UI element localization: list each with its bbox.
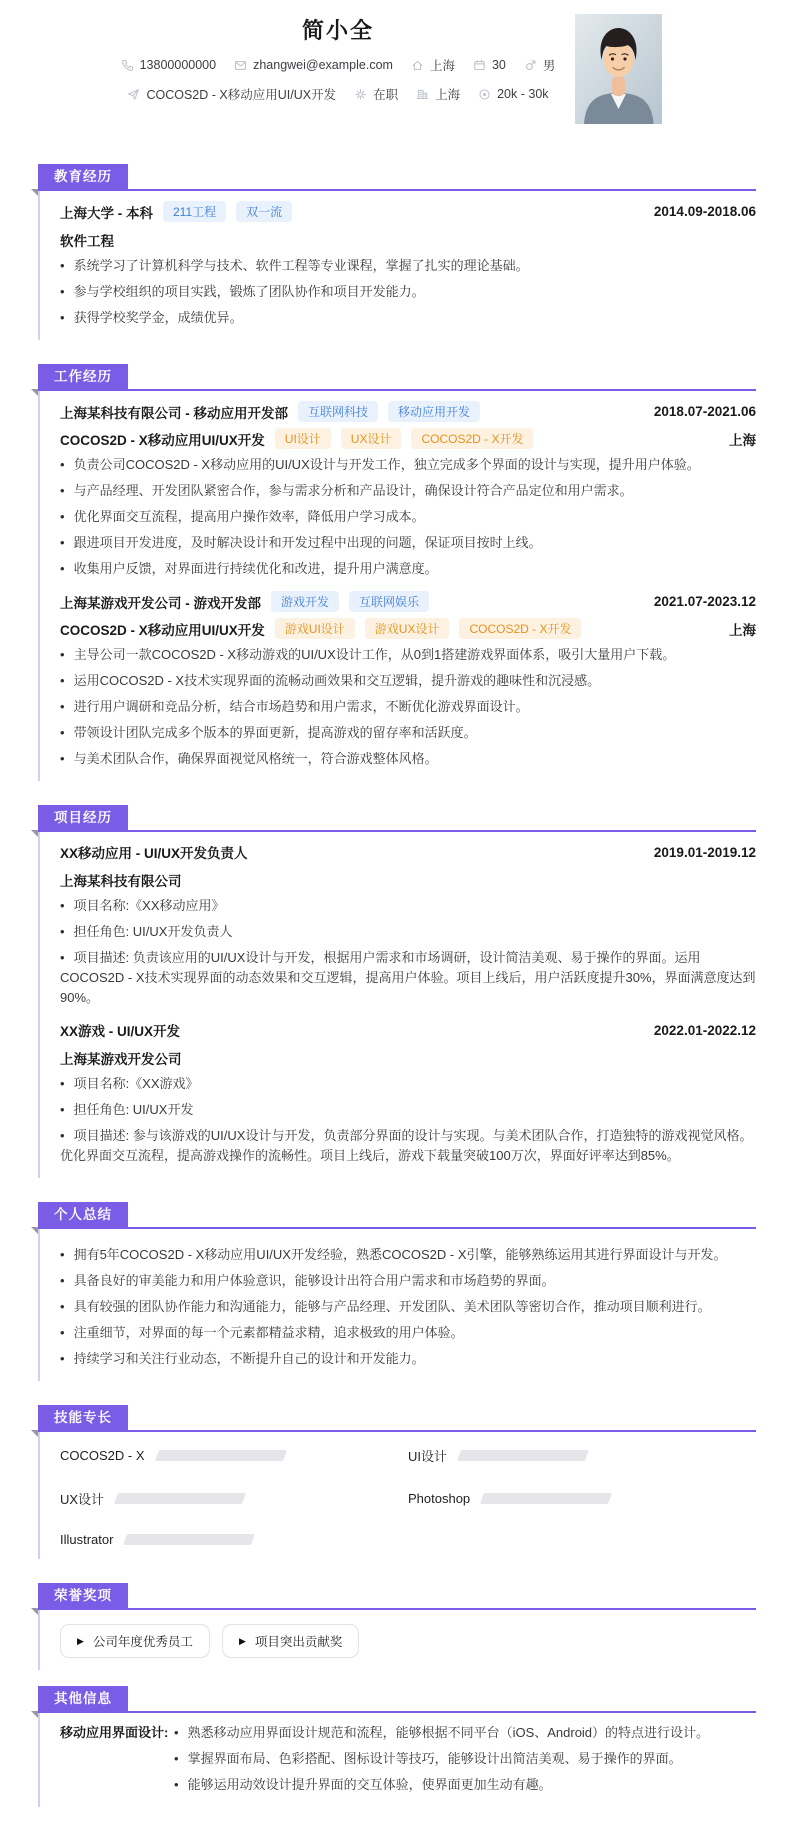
bullet-dot: •: [60, 1299, 65, 1314]
section-title-badge: 个人总结: [38, 1202, 128, 1227]
skill-item: [408, 1446, 756, 1465]
award-chip: [222, 1624, 359, 1658]
expected-salary: [478, 87, 548, 101]
contact-age: [473, 58, 506, 72]
skill-item: [60, 1489, 408, 1508]
bullet-dot: •: [60, 1076, 65, 1091]
bullet-dot: •: [60, 950, 65, 965]
skill-bar: [155, 1450, 287, 1461]
education-entry-header: [60, 201, 756, 222]
work-entry-1: [60, 401, 756, 579]
section-summary-body: [38, 1229, 756, 1381]
school-name: 上海大学 - 本科: [60, 205, 153, 221]
section-other-body: [38, 1713, 756, 1807]
company-name: 上海某科技有限公司 - 移动应用开发部: [60, 405, 288, 421]
job-status-text: 在职: [373, 88, 399, 102]
bullet-dot: •: [174, 1751, 179, 1766]
section-title-badge: 工作经历: [38, 364, 128, 389]
project-entry-2: [60, 1020, 756, 1166]
award-label: 公司年度优秀员工: [92, 1635, 193, 1649]
skill-bar: [123, 1534, 255, 1545]
major-name: 软件工程: [60, 234, 114, 249]
position-name: COCOS2D - X移动应用UI/UX开发: [60, 432, 265, 448]
phone-text: 13800000000: [139, 58, 217, 72]
position-tag: COCOS2D - X开发: [459, 618, 581, 639]
skill-label: UI设计: [408, 1449, 448, 1464]
project-bullets: [60, 1074, 756, 1166]
other-info-label: 移动应用界面设计:: [60, 1725, 169, 1740]
bullet-item: • 项目描述: 负责该应用的UI/UX设计与开发，根据用户需求和市场调研，设计简洁美观、易于操作的界面。运用COCOS2D - X技术实现界面的动态效果和交互逻辑，提高用户体验。项目上线后，用户活跃度提升30%，界面满意度达到90%。: [60, 950, 756, 1005]
company-tag: 互联网娱乐: [349, 591, 429, 612]
bullet-item: • 具有较强的团队协作能力和沟通能力，能够与产品经理、开发团队、美术团队等密切合作，推动项目顺利进行。: [60, 1299, 711, 1314]
bullet-dot: •: [60, 1247, 65, 1262]
award-chip: [60, 1624, 210, 1658]
section-awards-body: [38, 1610, 756, 1670]
bullet-item: • 能够运用动效设计提升界面的交互体验，使界面更加生动有趣。: [174, 1777, 552, 1792]
bullet-dot: •: [60, 1128, 65, 1143]
bullet-dot: •: [60, 509, 65, 524]
education-date: 2014.09-2018.06: [653, 204, 756, 219]
bullet-dot: •: [174, 1777, 179, 1792]
calendar-icon: [473, 59, 486, 72]
work-date: 2018.07-2021.06: [653, 404, 756, 419]
section-skills-body: [38, 1432, 756, 1559]
bullet-item: • 担任角色: UI/UX开发负责人: [60, 924, 233, 939]
section-education: [38, 166, 756, 340]
bullet-dot: •: [60, 284, 65, 299]
project-date: 2019.01-2019.12: [653, 844, 756, 860]
bullet-dot: •: [174, 1725, 179, 1740]
section-skills-header: [38, 1407, 756, 1432]
bullet-dot: •: [60, 535, 65, 550]
position-tag: 游戏UX设计: [365, 618, 450, 639]
bullet-item: • 系统学习了计算机科学与技术、软件工程等专业课程，掌握了扎实的理论基础。: [60, 258, 529, 273]
male-icon: [524, 59, 537, 72]
section-title-badge: 项目经历: [38, 805, 128, 830]
bullet-item: • 运用COCOS2D - X技术实现界面的流畅动画效果和交互逻辑，提升游戏的趣味性和沉浸感。: [60, 673, 601, 688]
section-awards-header: [38, 1585, 756, 1610]
bullet-item: • 与产品经理、开发团队紧密合作，参与需求分析和产品设计，确保设计符合产品定位和用户需求。: [60, 483, 633, 498]
bullet-dot: •: [60, 647, 65, 662]
bullet-item: • 与美术团队合作，确保界面视觉风格统一，符合游戏整体风格。: [60, 751, 438, 766]
company-tag: 游戏开发: [271, 591, 339, 612]
work-location: 上海: [729, 622, 756, 638]
work-company-row: [60, 591, 756, 612]
project-company: 上海某游戏开发公司: [60, 1052, 182, 1067]
section-education-header: [38, 166, 756, 191]
salary-text: 20k - 30k: [497, 87, 549, 101]
section-work: [38, 366, 756, 781]
bullet-dot: •: [60, 1273, 65, 1288]
position-tag: UI设计: [275, 428, 331, 449]
section-summary-header: [38, 1204, 756, 1229]
bullet-dot: •: [60, 1351, 65, 1366]
ribbon-fold: [31, 830, 38, 837]
section-projects-header: [38, 807, 756, 832]
bullet-item: • 项目名称:《XX游戏》: [60, 1076, 199, 1091]
building-icon: [416, 88, 429, 101]
bullet-item: • 持续学习和关注行业动态，不断提升自己的设计和开发能力。: [60, 1351, 425, 1366]
skill-item: [60, 1446, 408, 1465]
ribbon-fold: [31, 389, 38, 396]
section-awards: [38, 1585, 756, 1670]
candidate-name: 简小全: [301, 18, 374, 43]
bullet-item: • 参与学校组织的项目实践，锻炼了团队协作和项目开发能力。: [60, 284, 425, 299]
work-entry-2: [60, 591, 756, 769]
profile-photo-image: [575, 14, 662, 124]
work-location: 上海: [729, 432, 756, 448]
section-title-badge: 其他信息: [38, 1686, 128, 1711]
project-company: 上海某科技有限公司: [60, 874, 182, 889]
bullet-dot: •: [60, 258, 65, 273]
other-info-row: [60, 1723, 756, 1795]
bullet-item: • 优化界面交互流程，提高用户操作效率，降低用户学习成本。: [60, 509, 425, 524]
play-icon: ▶: [238, 1635, 246, 1646]
ribbon-fold: [31, 189, 38, 196]
target-position-text: COCOS2D - X移动应用UI/UX开发: [146, 88, 337, 102]
bullet-item: • 项目描述: 参与该游戏的UI/UX设计与开发，负责部分界面的设计与实现。与美术团队合作，打造独特的游戏视觉风格。优化界面交互流程，提高游戏操作的流畅性。项目上线后，游戏下载量突破100万次，界面好评率达到85%。: [60, 1128, 753, 1163]
ribbon-fold: [31, 1430, 38, 1437]
phone-icon: [121, 59, 134, 72]
home-icon: [411, 59, 424, 72]
project-title-row: [60, 1020, 756, 1040]
skill-label: UX设计: [60, 1492, 105, 1507]
contact-row-2: [38, 85, 638, 103]
section-education-body: [38, 191, 756, 340]
position-tag: 游戏UI设计: [275, 618, 355, 639]
work-bullets: [60, 455, 756, 579]
other-info-bullets: [174, 1723, 756, 1795]
mail-icon: [234, 59, 247, 72]
bullet-dot: •: [60, 310, 65, 325]
contact-phone: [121, 58, 216, 72]
paper-plane-icon: [127, 88, 140, 101]
section-work-body: [38, 391, 756, 781]
bullet-item: • 项目名称:《XX移动应用》: [60, 898, 225, 913]
skill-bar: [480, 1493, 612, 1504]
award-label: 项目突出贡献奖: [254, 1635, 343, 1649]
email-text: zhangwei@example.com: [253, 58, 393, 72]
contact-gender: [524, 56, 556, 74]
bullet-dot: •: [60, 1325, 65, 1340]
section-summary: [38, 1204, 756, 1381]
project-name: XX游戏 - UI/UX开发: [60, 1024, 181, 1039]
section-other-header: [38, 1688, 756, 1713]
section-projects: [38, 807, 756, 1178]
contact-city: [411, 56, 455, 74]
skill-label: Illustrator: [60, 1532, 114, 1547]
bullet-item: • 主导公司一款COCOS2D - X移动游戏的UI/UX设计工作，从0到1搭建游戏界面体系，吸引大量用户下载。: [60, 647, 676, 662]
section-projects-body: [38, 832, 756, 1178]
project-title-row: [60, 842, 756, 862]
target-icon: [478, 88, 491, 101]
award-chips: [60, 1620, 756, 1658]
work-position-row: [60, 618, 756, 639]
bullet-item: • 获得学校奖学金，成绩优异。: [60, 310, 243, 325]
company-tag: 移动应用开发: [388, 401, 480, 422]
position-name: COCOS2D - X移动应用UI/UX开发: [60, 622, 265, 638]
bullet-item: • 拥有5年COCOS2D - X移动应用UI/UX开发经验，熟悉COCOS2D - X引擎，能够熟练运用其进行界面设计与开发。: [60, 1247, 727, 1262]
bullet-item: • 熟悉移动应用界面设计规范和流程，能够根据不同平台（iOS、Android）的特点进行设计。: [174, 1725, 710, 1740]
bullet-dot: •: [60, 1102, 65, 1117]
bullet-dot: •: [60, 725, 65, 740]
profile-photo: [575, 14, 662, 124]
school-tag: 双一流: [236, 201, 292, 222]
bullet-dot: •: [60, 924, 65, 939]
project-name: XX移动应用 - UI/UX开发负责人: [60, 846, 248, 861]
city-text: 上海: [429, 59, 455, 73]
resume-header: [38, 0, 756, 140]
bullet-dot: •: [60, 751, 65, 766]
bullet-dot: •: [60, 699, 65, 714]
skill-item: [408, 1489, 756, 1508]
skill-bar: [114, 1493, 246, 1504]
education-bullets: [60, 256, 756, 328]
ribbon-fold: [31, 1227, 38, 1234]
bullet-item: • 掌握界面布局、色彩搭配、图标设计等技巧，能够设计出简洁美观、易于操作的界面。: [174, 1751, 682, 1766]
header-text-block: [38, 14, 638, 103]
project-bullets: [60, 896, 756, 1008]
bullet-dot: •: [60, 898, 65, 913]
company-name: 上海某游戏开发公司 - 游戏开发部: [60, 595, 261, 611]
section-title-badge: 技能专长: [38, 1405, 128, 1430]
bullet-item: • 进行用户调研和竞品分析，结合市场趋势和用户需求，不断优化游戏界面设计。: [60, 699, 529, 714]
work-position-row: [60, 428, 756, 449]
bullet-item: • 担任角色: UI/UX开发: [60, 1102, 194, 1117]
skill-label: COCOS2D - X: [60, 1448, 145, 1463]
contact-email: [234, 58, 393, 72]
bullet-item: • 注重细节，对界面的每一个元素都精益求精，追求极致的用户体验。: [60, 1325, 464, 1340]
play-icon: ▶: [77, 1635, 84, 1646]
project-date: 2022.01-2022.12: [653, 1022, 756, 1038]
bullet-dot: •: [60, 457, 65, 472]
bullet-dot: •: [60, 673, 65, 688]
work-company-row: [60, 401, 756, 422]
section-title-badge: 荣誉奖项: [38, 1583, 128, 1608]
gear-icon: [354, 88, 367, 101]
summary-bullets: [60, 1245, 756, 1369]
project-entry-1: [60, 842, 756, 1008]
section-work-header: [38, 366, 756, 391]
work-city: [416, 85, 460, 103]
ribbon-fold: [31, 1608, 38, 1615]
work-bullets: [60, 645, 756, 769]
bullet-item: • 负责公司COCOS2D - X移动应用的UI/UX设计与开发工作，独立完成多个界面的设计与实现，提升用户体验。: [60, 457, 700, 472]
target-position: [127, 85, 336, 103]
ribbon-fold: [31, 1711, 38, 1718]
age-text: 30: [491, 58, 506, 72]
section-other: [38, 1688, 756, 1807]
skills-grid: [60, 1442, 756, 1547]
section-skills: [38, 1407, 756, 1559]
bullet-dot: •: [60, 561, 65, 576]
bullet-item: • 带领设计团队完成多个版本的界面更新，提高游戏的留存率和活跃度。: [60, 725, 477, 740]
position-tag: COCOS2D - X开发: [411, 428, 533, 449]
bullet-item: • 跟进项目开发进度，及时解决设计和开发过程中出现的问题，保证项目按时上线。: [60, 535, 542, 550]
skill-bar: [457, 1450, 589, 1461]
bullet-item: • 收集用户反馈，对界面进行持续优化和改进，提升用户满意度。: [60, 561, 438, 576]
bullet-dot: •: [60, 483, 65, 498]
work-date: 2021.07-2023.12: [653, 594, 756, 609]
contact-row-1: [38, 56, 638, 74]
skill-label: Photoshop: [408, 1491, 471, 1506]
position-tag: UX设计: [341, 428, 402, 449]
company-tag: 互联网科技: [298, 401, 378, 422]
school-tag: 211工程: [163, 201, 226, 222]
bullet-item: • 具备良好的审美能力和用户体验意识，能够设计出符合用户需求和市场趋势的界面。: [60, 1273, 555, 1288]
skill-item: [60, 1532, 408, 1547]
gender-text: 男: [542, 59, 556, 73]
work-city-text: 上海: [435, 88, 461, 102]
section-title-badge: 教育经历: [38, 164, 128, 189]
job-status: [354, 85, 398, 103]
